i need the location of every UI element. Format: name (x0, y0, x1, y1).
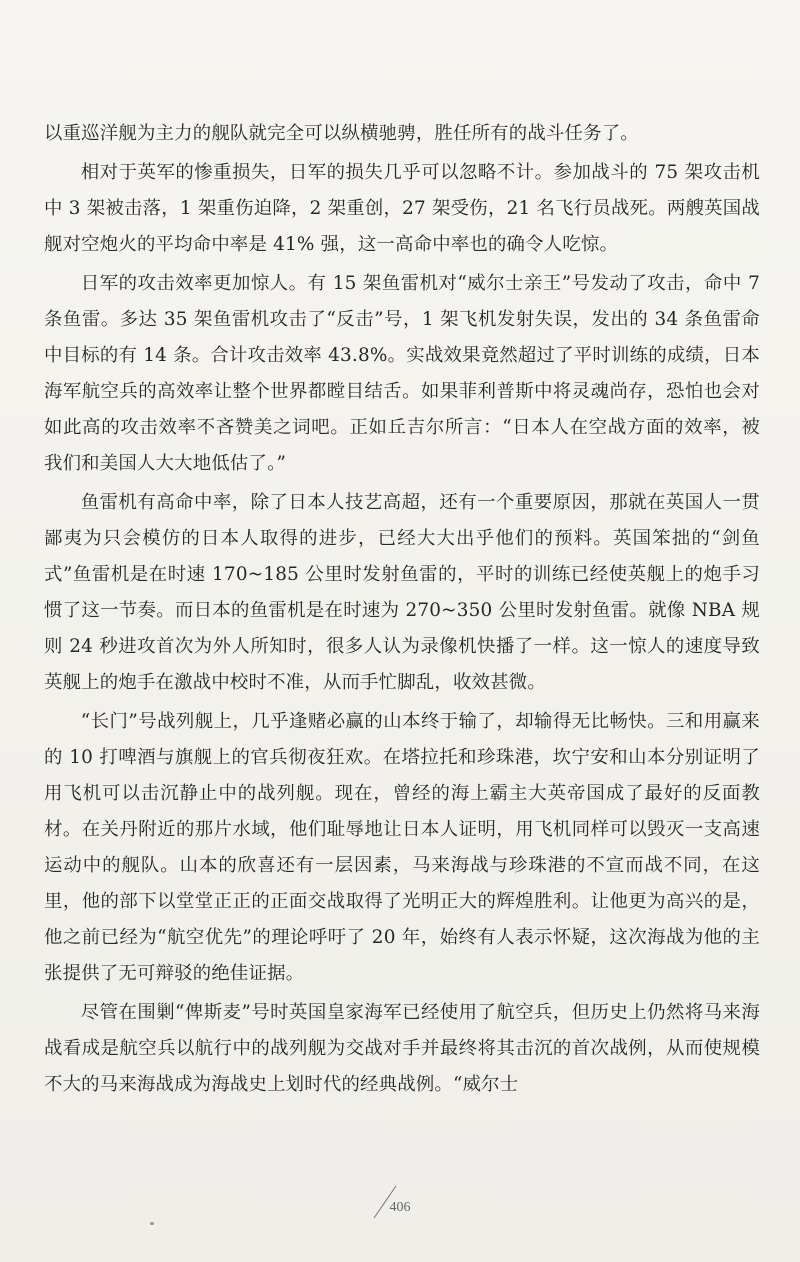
paper-speck (150, 1222, 154, 1225)
body-text (44, 116, 760, 1106)
paragraph: 尽管在围剿“俾斯麦”号时英国皇家海军已经使用了航空兵，但历史上仍然将马来海战看成是航空兵以航行中的战列舰为交战对手并最终将其击沉的首次战例，从而使规模不大的马来海战成为海战史上划时代的经典战例。“威尔士 (44, 1002, 760, 1095)
paragraph: 鱼雷机有高命中率，除了日本人技艺高超，还有一个重要原因，那就在英国人一贯鄙夷为只会模仿的日本人取得的进步，已经大大出乎他们的预料。英国笨拙的“剑鱼式”鱼雷机是在时速 170~185 公里时发射鱼雷的，平时的训练已经使英舰上的炮手习惯了这一节奏。而日本的鱼雷机是在时速为 270~350 公里时发射鱼雷。就像 NBA 规则 24 秒进攻首次为外人所知时，很多人认为录像机快播了一样。这一惊人的速度导致英舰上的炮手在激战中校时不准，从而手忙脚乱，收效甚微。 (44, 492, 760, 693)
paragraph: 以重巡洋舰为主力的舰队就完全可以纵横驰骋，胜任所有的战斗任务了。 (44, 123, 639, 144)
paragraph: “长门”号战列舰上，几乎逢赌必赢的山本终于输了，却输得无比畅快。三和用赢来的 10 打啤酒与旗舰上的官兵彻夜狂欢。在塔拉托和珍珠港，坎宁安和山本分别证明了用飞机可以击沉静止中的战列舰。现在，曾经的海上霸主大英帝国成了最好的反面教材。在关丹附近的那片水域，他们耻辱地让日本人证明，用飞机同样可以毁灭一支高速运动中的舰队。山本的欣喜还有一层因素，马来海战与珍珠港的不宣而战不同，在这里，他的部下以堂堂正正的正面交战取得了光明正大的辉煌胜利。让他更为高兴的是，他之前已经为“航空优先”的理论呼吁了 20 年，始终有人表示怀疑，这次海战为他的主张提供了无可辩驳的绝佳证据。 (44, 711, 760, 984)
paragraph: 相对于英军的惨重损失，日军的损失几乎可以忽略不计。参加战斗的 75 架攻击机中 3 架被击落，1 架重伤迫降，2 架重创，27 架受伤，21 名飞行员战死。两艘英国战舰对空炮火的平均命中率是 41% 强，这一高命中率也的确令人吃惊。 (44, 162, 760, 255)
page-number: 406 (389, 1200, 411, 1215)
paragraph: 日军的攻击效率更加惊人。有 15 架鱼雷机对“威尔士亲王”号发动了攻击，命中 7 条鱼雷。多达 35 架鱼雷机攻击了“反击”号，1 架飞机发射失误，发出的 34 条鱼雷命中目标的有 14 条。合计攻击效率 43.8%。实战效果竟然超过了平时训练的成绩，日本海军航空兵的高效率让整个世界都瞠目结舌。如果菲利普斯中将灵魂尚存，恐怕也会对如此高的攻击效率不吝赞美之词吧。正如丘吉尔所言：“日本人在空战方面的效率，被我们和美国人大大地低估了。” (44, 273, 760, 474)
